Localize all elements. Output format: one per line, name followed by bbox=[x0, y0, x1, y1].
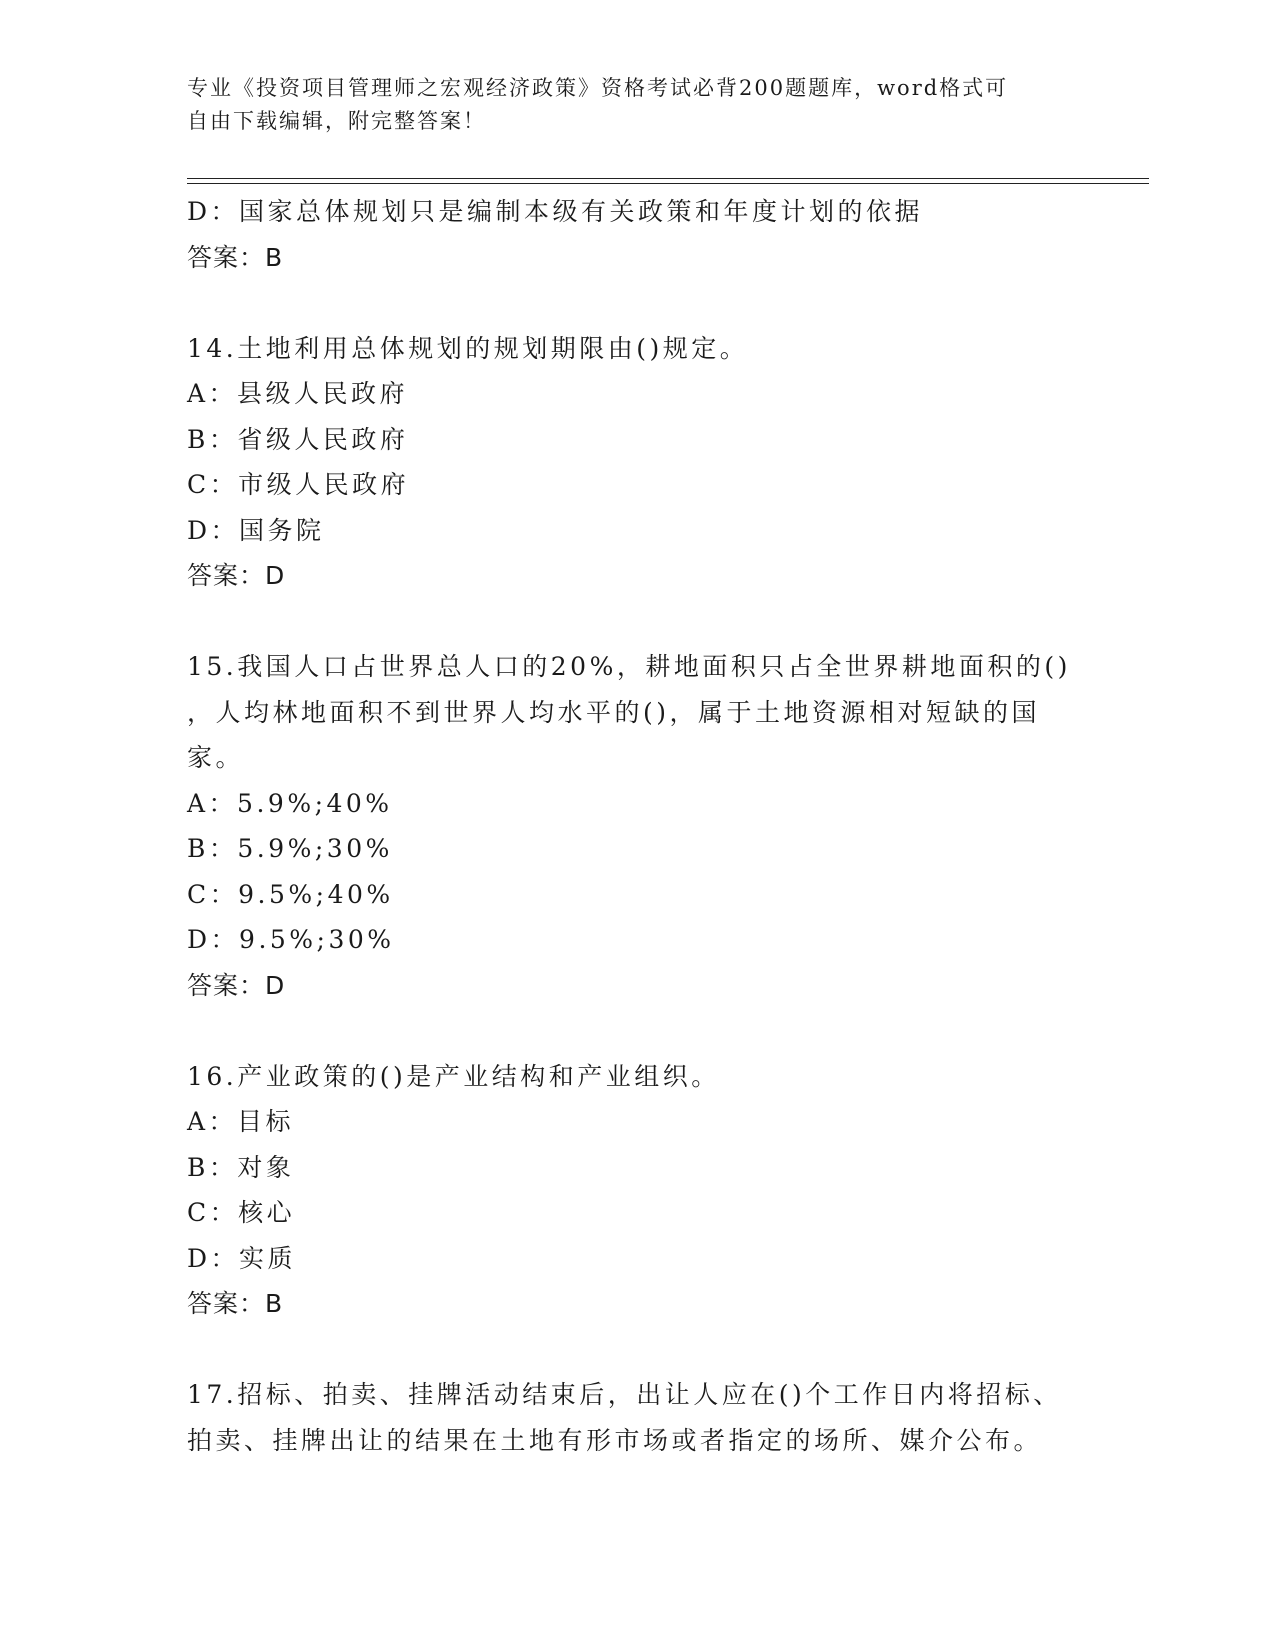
question-stem: 拍卖、挂牌出让的结果在土地有形市场或者指定的场所、媒介公布。 bbox=[187, 1425, 1043, 1455]
spacer bbox=[187, 280, 1087, 326]
question-14 bbox=[187, 326, 1087, 599]
question-stem: 14.土地利用总体规划的规划期限由()规定。 bbox=[187, 333, 749, 363]
option-b: B：5.9%;30% bbox=[187, 834, 393, 863]
answer: 答案：B bbox=[187, 1289, 284, 1318]
question-stem: 15.我国人口占世界总人口的20%，耕地面积只占全世界耕地面积的() bbox=[187, 652, 1071, 681]
question-16 bbox=[187, 1054, 1087, 1327]
option-d: D：实质 bbox=[187, 1243, 297, 1273]
option-a: A：县级人民政府 bbox=[187, 379, 409, 408]
document-header bbox=[187, 72, 1067, 138]
question-stem: ，人均林地面积不到世界人均水平的()，属于土地资源相对短缺的国 bbox=[187, 697, 1041, 727]
option-d: D：国家总体规划只是编制本级有关政策和年度计划的依据 bbox=[187, 197, 924, 226]
question-15 bbox=[187, 644, 1087, 1008]
spacer bbox=[187, 1327, 1087, 1373]
spacer bbox=[187, 599, 1087, 645]
header-divider-top bbox=[187, 178, 1149, 179]
option-c: C：9.5%;40% bbox=[187, 879, 394, 909]
answer: 答案：B bbox=[187, 242, 284, 272]
header-line-2: 自由下载编辑，附完整答案！ bbox=[187, 109, 486, 133]
question-stem: 17.招标、拍卖、挂牌活动结束后，出让人应在()个工作日内将招标、 bbox=[187, 1380, 1062, 1409]
option-c: C：核心 bbox=[187, 1198, 296, 1227]
option-b: B：省级人民政府 bbox=[187, 424, 409, 454]
header-line-1: 专业《投资项目管理师之宏观经济政策》资格考试必背200题题库，word格式可 bbox=[187, 76, 1009, 100]
question-13-tail bbox=[187, 189, 1087, 280]
option-a: A：5.9%;40% bbox=[187, 788, 393, 818]
question-17 bbox=[187, 1372, 1087, 1463]
question-stem: 16.产业政策的()是产业结构和产业组织。 bbox=[187, 1061, 720, 1091]
question-list bbox=[187, 189, 1087, 1463]
option-b: B：对象 bbox=[187, 1152, 295, 1182]
option-a: A：目标 bbox=[187, 1107, 295, 1136]
answer: 答案：D bbox=[187, 970, 286, 1000]
spacer bbox=[187, 1008, 1087, 1054]
option-d: D：国务院 bbox=[187, 515, 325, 545]
header-divider-bottom bbox=[187, 183, 1149, 184]
question-stem: 家。 bbox=[187, 743, 245, 772]
option-d: D：9.5%;30% bbox=[187, 925, 395, 954]
answer: 答案：D bbox=[187, 561, 286, 590]
option-c: C：市级人民政府 bbox=[187, 470, 410, 499]
